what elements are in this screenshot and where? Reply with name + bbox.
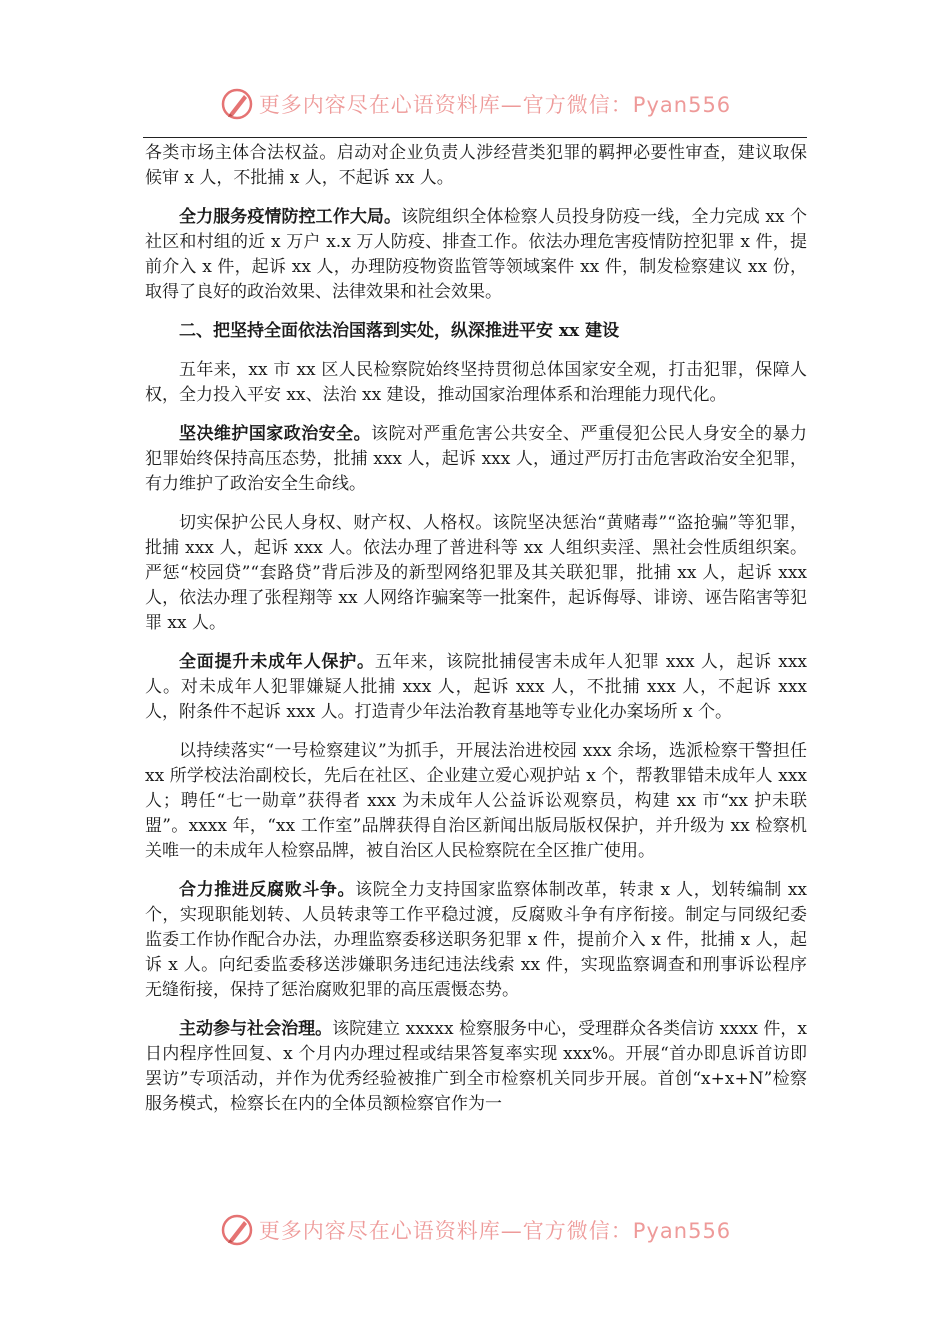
banner-text: 更多内容尽在心语资料库—官方微信：Pyan556 [258, 1219, 732, 1243]
paragraph: 合力推进反腐败斗争。该院全力支持国家监察体制改革，转隶 x 人，划转编制 xx 个，实现职能划转、人员转隶等工作平稳过渡，反腐败斗争有序衔接。制定与同级纪委监委工作协作配合办法，办理监察委移送职务犯罪 x 件，提前介入 x 件，批捕 x 人，起诉 x 人。向纪委监委移送涉嫌职务违纪违法线索 xx 件，实现监察调查和刑事诉讼程序无缝衔接，保持了惩治腐败犯罪的高压震慑态势。 [145, 880, 807, 1000]
paragraph: 各类市场主体合法权益。启动对企业负责人涉经营类犯罪的羁押必要性审查，建议取保候审 x 人，不批捕 x 人，不起诉 xx 人。 [145, 143, 807, 188]
paragraph-lead: 主动参与社会治理。 [179, 1019, 333, 1039]
paragraph: 五年来，xx 市 xx 区人民检察院始终坚持贯彻总体国家安全观，打击犯罪，保障人权，全力投入平安 xx、法治 xx 建设，推动国家治理体系和治理能力现代化。 [145, 360, 807, 405]
paragraph-lead: 合力推进反腐败斗争。 [179, 880, 356, 900]
paragraph: 主动参与社会治理。该院建立 xxxxx 检察服务中心，受理群众各类信访 xxxx 件，x 日内程序性回复、x 个月内办理过程或结果答复率实现 xxx%。开展“首办即息诉首访即罢访”专项活动，并作为优秀经验被推广到全市检察机关同步开展。首创“x+x+N”检察服务模式，检察长在内的全体员额检察官作为一 [145, 1019, 807, 1114]
paragraph: 坚决维护国家政治安全。该院对严重危害公共安全、严重侵犯公民人身安全的暴力犯罪始终保持高压态势，批捕 xxx 人，起诉 xxx 人，通过严厉打击危害政治安全犯罪，有力维护了政治安全生命线。 [145, 424, 808, 494]
pen-logo-icon [219, 1212, 255, 1248]
banner-text: 更多内容尽在心语资料库—官方微信：Pyan556 [258, 93, 732, 117]
paragraph: 全面提升未成年人保护。五年来，该院批捕侵害未成年人犯罪 xxx 人，起诉 xxx 人。对未成年人犯罪嫌疑人批捕 xxx 人，起诉 xxx 人，不批捕 xxx 人，不起诉 xxx 人，附条件不起诉 xxx 人。打造青少年法治教育基地等专业化办案场所 x 个。 [145, 652, 807, 722]
section-heading: 二、把坚持全面依法治国落到实处，纵深推进平安 xx 建设 [179, 321, 620, 341]
document-body [145, 141, 807, 1131]
paragraph: 全力服务疫情防控工作大局。该院组织全体检察人员投身防疫一线，全力完成 xx 个社区和村组的近 x 万户 x.x 万人防疫、排查工作。依法办理危害疫情防控犯罪 x 件，提前介入 x 件，起诉 xx 人，办理防疫物资监管等领域案件 xx 件，制发检察建议 xx 份，取得了良好的政治效果、法律效果和社会效果。 [145, 207, 808, 302]
footer-banner [0, 1212, 950, 1248]
paragraph: 以持续落实“一号检察建议”为抓手，开展法治进校园 xxx 余场，选派检察干警担任 xx 所学校法治副校长，先后在社区、企业建立爱心观护站 x 个，帮教罪错未成年人 xxx 人；聘任“七一勋章”获得者 xxx 为未成年人公益诉讼观察员，构建 xx 市“xx 护未联盟”。xxxx 年，“xx 工作室”品牌获得自治区新闻出版局版权保护，并升级为 xx 检察机关唯一的未成年人检察品牌，被自治区人民检察院在全区推广使用。 [145, 741, 807, 861]
header-banner [0, 86, 950, 122]
pen-logo-icon [219, 86, 255, 122]
paragraph: 切实保护公民人身权、财产权、人格权。该院坚决惩治“黄赌毒”“盗抢骗”等犯罪，批捕 xxx 人，起诉 xxx 人。依法办理了普进科等 xx 人组织卖淫、黑社会性质组织案。严惩“校园贷”“套路贷”背后涉及的新型网络犯罪及其关联犯罪，批捕 xx 人，起诉 xxx 人，依法办理了张程翔等 xx 人网络诈骗案等一批案件，起诉侮辱、诽谤、诬告陷害等犯罪 xx 人。 [145, 513, 807, 633]
paragraph-lead: 坚决维护国家政治安全。 [179, 424, 372, 444]
header-divider [143, 137, 807, 138]
paragraph-lead: 全力服务疫情防控工作大局。 [179, 207, 402, 227]
paragraph-lead: 全面提升未成年人保护。 [179, 652, 375, 672]
